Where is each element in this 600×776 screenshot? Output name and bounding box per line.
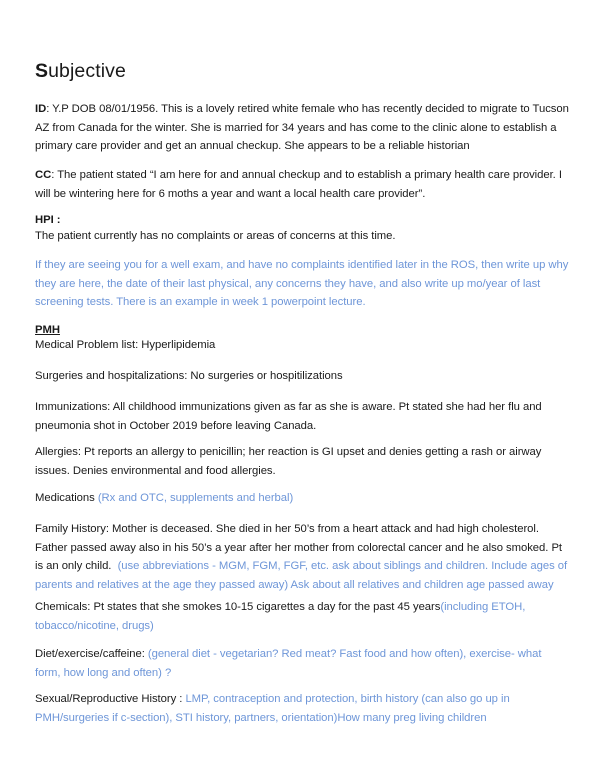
id-label: ID	[35, 103, 47, 115]
chemicals	[35, 598, 570, 635]
pmh-label: PMH	[35, 324, 60, 336]
allergies: Allergies: Pt reports an allergy to penicillin; her reaction is GI upset and denies getting a rash or airway issues. Denies environmental and food allergies.	[35, 446, 542, 477]
sexual-label: Sexual/Reproductive History :	[35, 693, 186, 705]
family-history-note: (use abbreviations - MGM, FGM, FGF, etc. ask about siblings and children. Include ages of parents and relatives at the age they passed away) Ask about all relatives and children age passed away	[35, 560, 568, 591]
medications-label: Medications	[35, 492, 98, 504]
diet-note: (general diet - vegetarian? Red meat? Fast food and how often), exercise- what form, how long and often) ?	[35, 648, 542, 679]
page-title	[35, 60, 126, 83]
chemicals-text: Chemicals: Pt states that she smokes 10-15 cigarettes a day for the past 45 years	[35, 601, 441, 613]
title-first-letter: S	[35, 60, 49, 82]
immunizations: Immunizations: All childhood immunizations given as far as she is aware. Pt stated she had her flu and pneumonia shot in October 2019 before leaving Canada.	[35, 401, 542, 432]
family-history-text: Family History: Mother is deceased. She died in her 50’s from a heart attack and had high cholesterol. Father passed away also in his 50’s a year after her mother from colorectal cancer and he also smoked. Pt is an only child.	[35, 523, 563, 572]
id-paragraph	[35, 100, 570, 156]
sexual-note: LMP, contraception and protection, birth history (can also go up in PMH/surgeries if c-section), STI history, partners, orientation)How many preg living children	[35, 693, 510, 724]
cc-paragraph	[35, 166, 570, 203]
cc-label: CC	[35, 169, 52, 181]
cc-text: : The patient stated “I am here for and annual checkup and to establish a primary health care provider. I will be wintering here for 6 moths a year and want a local health care provider”.	[35, 169, 562, 200]
family-history	[35, 520, 570, 594]
diet-label: Diet/exercise/caffeine:	[35, 648, 148, 660]
surgeries-hospitalizations: Surgeries and hospitalizations: No surgeries or hospitilizations	[35, 370, 343, 382]
diet-exercise-caffeine	[35, 645, 570, 682]
medical-problem-list: Medical Problem list: Hyperlipidemia	[35, 339, 216, 351]
hpi-note: If they are seeing you for a well exam, and have no complaints identified later in the ROS, then write up why they are here, the date of their last physical, any concerns they have, and also write up mo/year of last screening tests. There is an example in week 1 powerpoint lecture.	[35, 259, 569, 308]
hpi-text: The patient currently has no complaints or areas of concerns at this time.	[35, 230, 396, 242]
hpi-label: HPI :	[35, 214, 61, 226]
sexual-reproductive-history	[35, 690, 570, 727]
id-text: : Y.P DOB 08/01/1956. This is a lovely retired white female who has recently decided to migrate to Tucson AZ from Canada for the winter. She is married for 34 years and has come to the clinic alone to establish a primary care provider and get an annual checkup. She appears to be a reliable historian	[35, 103, 569, 152]
medications	[35, 489, 570, 508]
medications-note: (Rx and OTC, supplements and herbal)	[97, 492, 294, 504]
chemicals-note: (including ETOH, tobacco/nicotine, drugs)	[35, 601, 526, 632]
title-rest: ubjective	[48, 60, 126, 82]
